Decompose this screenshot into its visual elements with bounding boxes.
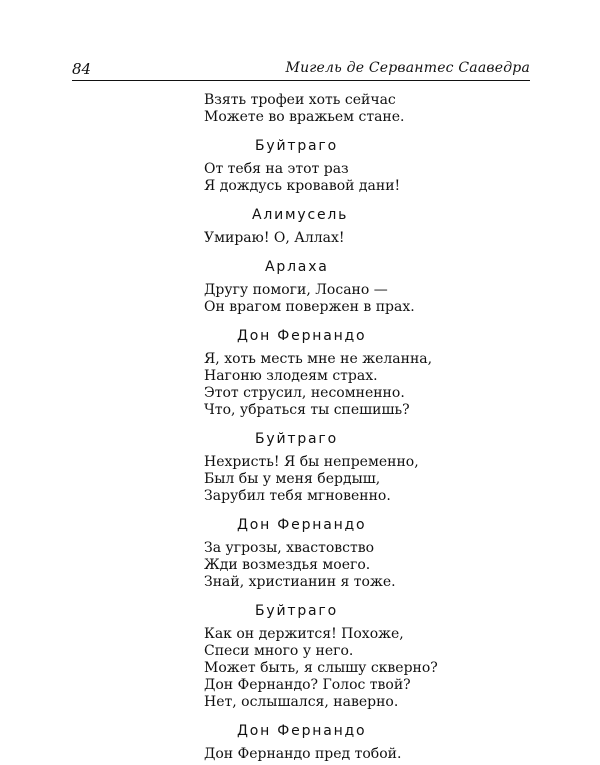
verse-block xyxy=(204,602,564,711)
verse-line: Был бы у меня бердыш, xyxy=(204,471,381,487)
verse-line: Я, хоть месть мне не желанна, xyxy=(204,351,433,367)
verse-line: Жди возмездья моего. xyxy=(204,557,371,573)
verse-line: Спеси много у него. xyxy=(204,643,354,659)
verse-line: Умираю! О, Аллах! xyxy=(204,230,345,246)
verse-line: Взять трофеи хоть сейчас xyxy=(204,92,396,108)
running-head xyxy=(72,58,530,80)
verse-block xyxy=(204,92,564,126)
speaker-name: Дон Фернандо xyxy=(237,723,367,739)
verse-block xyxy=(204,516,564,591)
verse-block xyxy=(204,206,564,247)
verse-line: Другу помоги, Лосано — xyxy=(204,282,388,298)
speaker-name: Буйтраго xyxy=(255,431,338,447)
speaker-name: Буйтраго xyxy=(255,138,338,154)
verse-block xyxy=(204,137,564,195)
verse-block xyxy=(204,258,564,316)
speaker-name: Буйтраго xyxy=(255,603,338,619)
verse-line: Что, убраться ты спешишь? xyxy=(204,402,410,418)
verse-line: Нагоню злодеям страх. xyxy=(204,368,378,384)
verse-line: Может быть, я слышу скверно? xyxy=(204,660,438,676)
verse-line: За угрозы, хвастовство xyxy=(204,540,375,556)
verse-line: Он врагом повержен в прах. xyxy=(204,299,415,315)
verse-line: Можете во вражьем стане. xyxy=(204,109,405,125)
speaker-name: Дон Фернандо xyxy=(237,328,367,344)
verse-line: Зарубил тебя мгновенно. xyxy=(204,488,391,504)
play-text xyxy=(204,92,564,763)
verse-block xyxy=(204,327,564,419)
verse-line: Дон Фернандо? Голос твой? xyxy=(204,677,411,693)
running-title: Мигель де Сервантес Сааведра xyxy=(285,60,530,76)
speaker-name: Алимусель xyxy=(252,207,349,223)
verse-block xyxy=(204,430,564,505)
verse-line: Этот струсил, несомненно. xyxy=(204,385,405,401)
header-rule xyxy=(72,80,530,81)
speaker-name: Арлаха xyxy=(265,259,329,275)
verse-line: Дон Фернандо пред тобой. xyxy=(204,746,402,762)
verse-block xyxy=(204,722,564,763)
verse-line: Я дождусь кровавой дани! xyxy=(204,178,401,194)
verse-line: Нет, ослышался, наверно. xyxy=(204,694,399,710)
verse-line: Знай, христианин я тоже. xyxy=(204,574,396,590)
speaker-name: Дон Фернандо xyxy=(237,517,367,533)
page-number: 84 xyxy=(72,60,92,78)
verse-line: От тебя на этот раз xyxy=(204,161,349,177)
verse-line: Как он держится! Похоже, xyxy=(204,626,404,642)
verse-line: Нехристь! Я бы непременно, xyxy=(204,454,419,470)
